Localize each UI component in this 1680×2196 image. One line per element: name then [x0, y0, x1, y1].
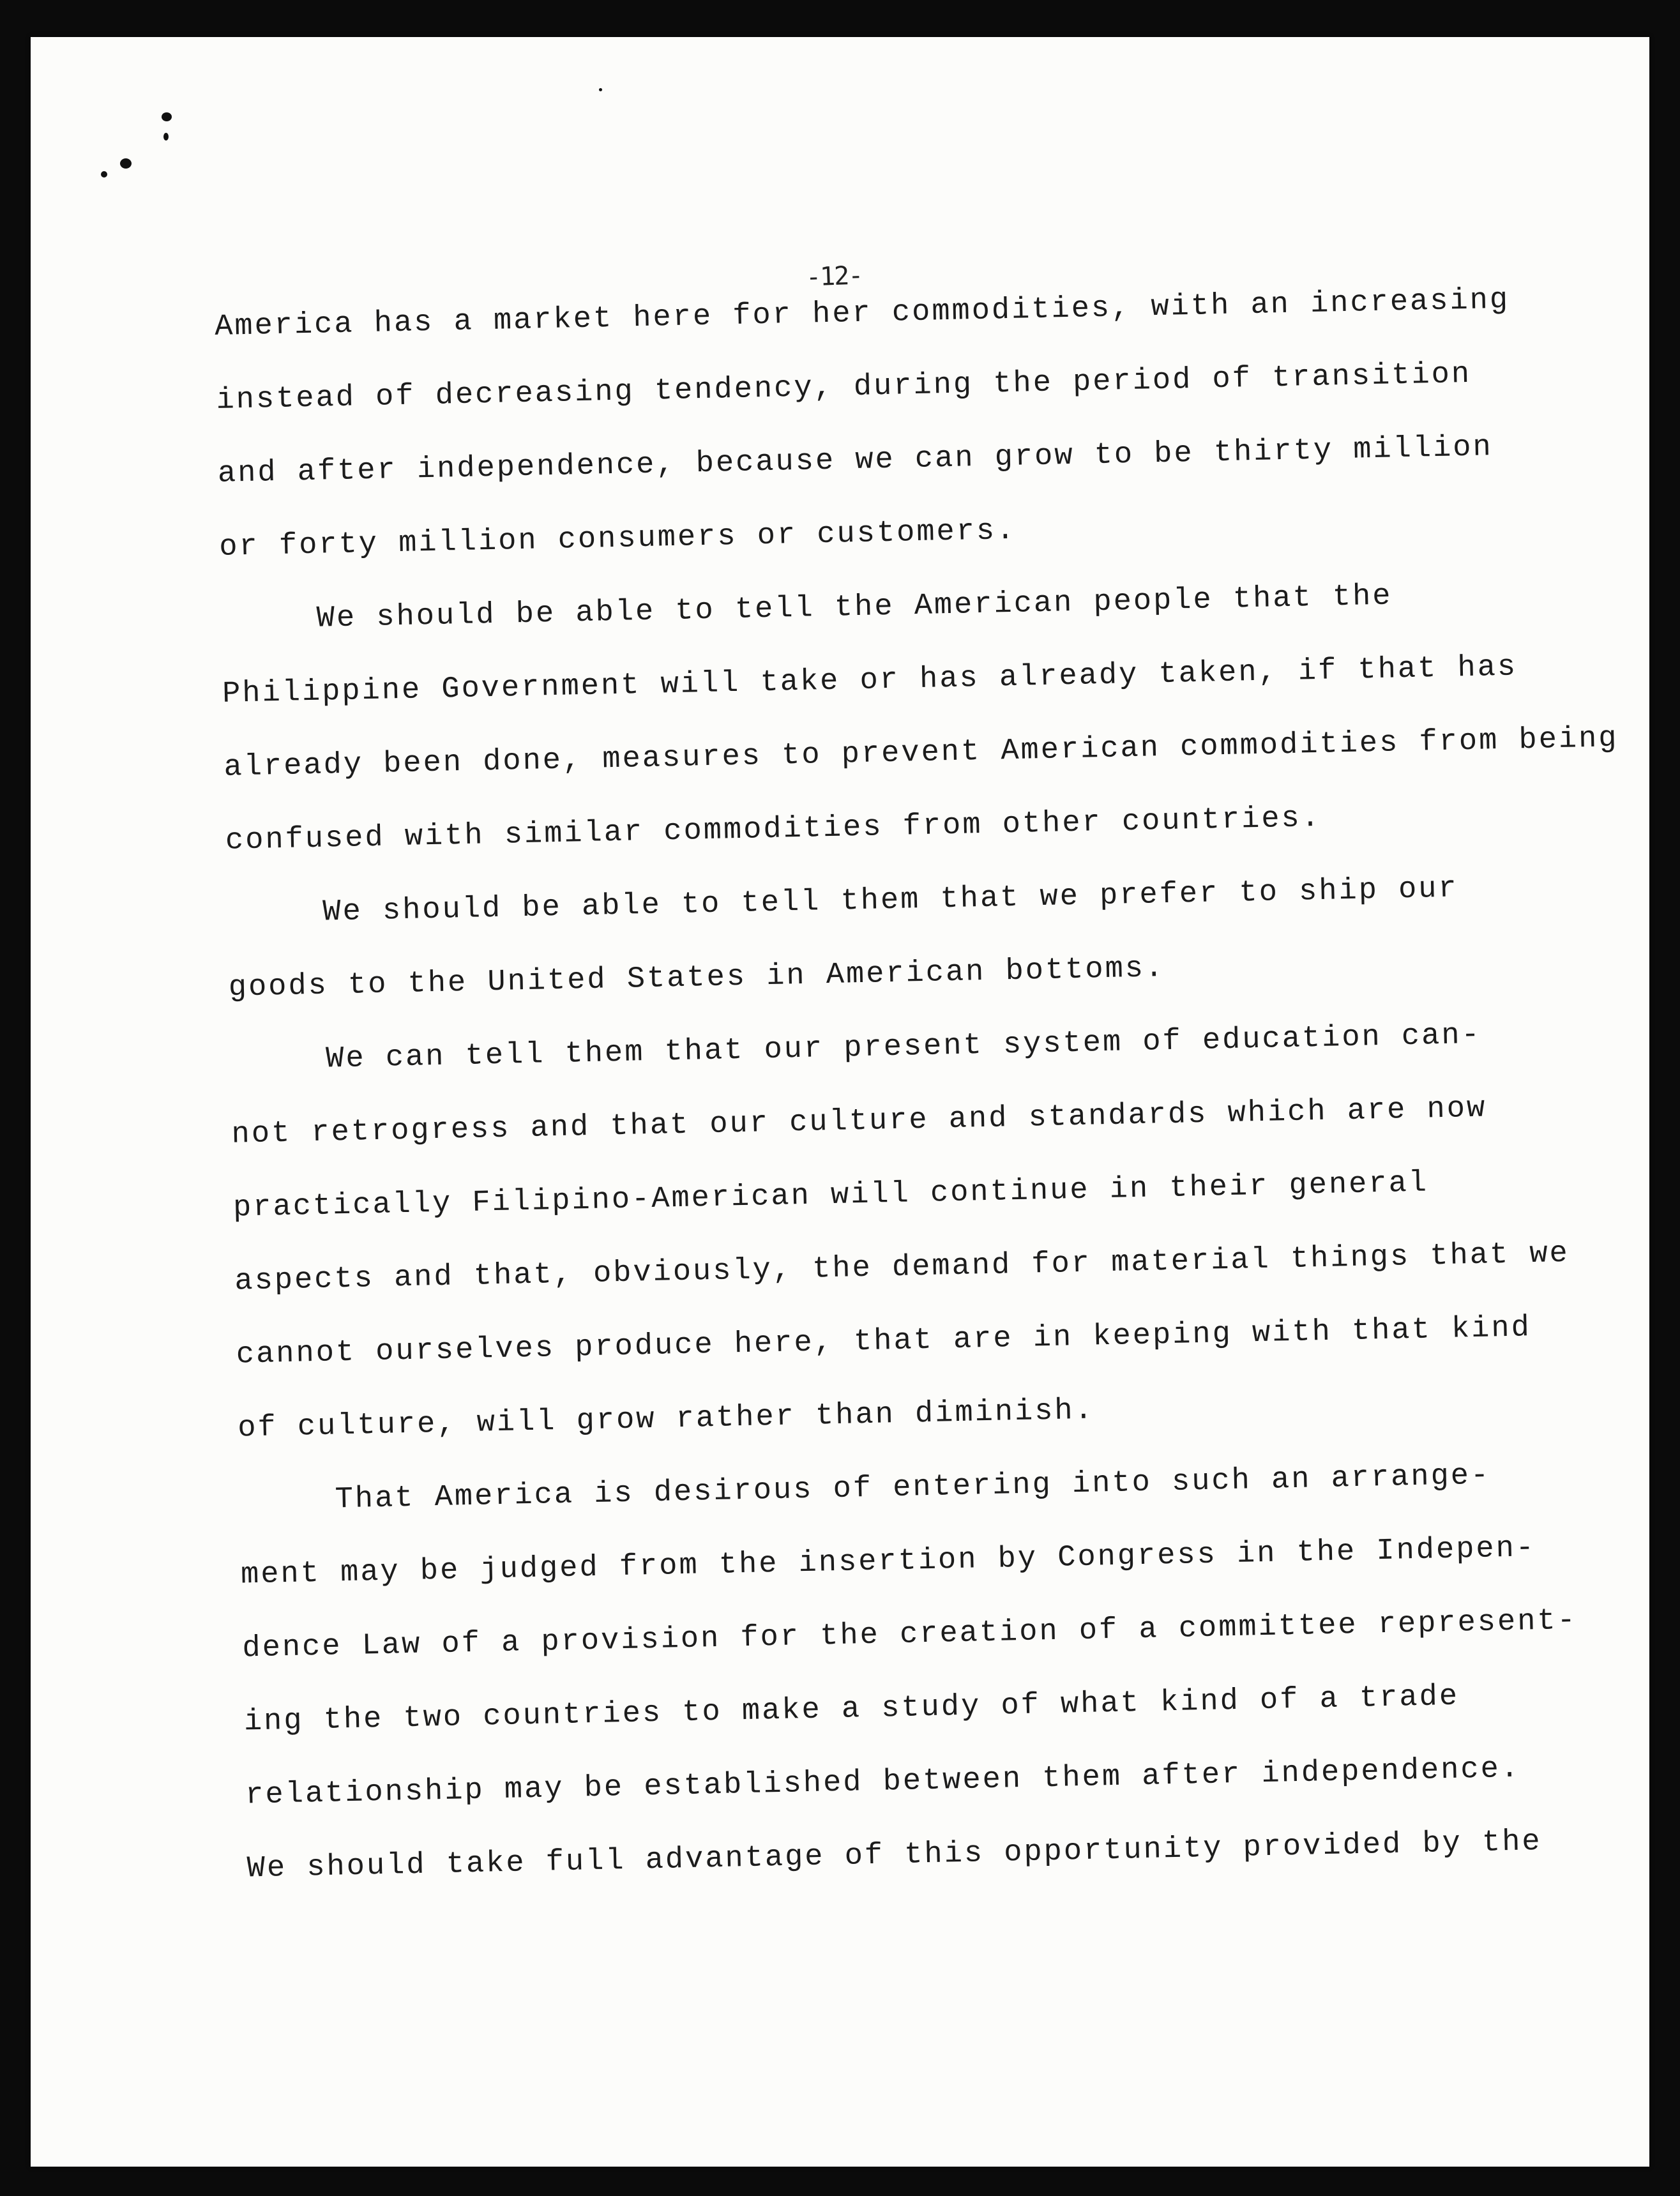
- text-line: Philippine Government will take or has already taken, if that has: [222, 650, 1518, 711]
- text-line: or forty million consumers or customers.: [218, 513, 1017, 564]
- text-line: America has a market here for her commodities, with an increasing: [214, 283, 1510, 344]
- text-line: We can tell them that our present system of education can-: [325, 1018, 1482, 1077]
- text-line: not retrogress and that our culture and standards which are now: [231, 1091, 1487, 1152]
- text-line: We should take full advantage of this opportunity provided by the: [246, 1824, 1543, 1886]
- text-line: confused with similar commodities from other countries.: [225, 801, 1322, 858]
- text-line: We should be able to tell the American people that the: [316, 579, 1393, 636]
- text-line: aspects and that, obviously, the demand for material things that we: [234, 1236, 1570, 1299]
- text-line: dence Law of a provision for the creation of a committee represent-: [242, 1603, 1578, 1666]
- text-line: ing the two countries to make a study of what kind of a trade: [243, 1679, 1460, 1739]
- ink-speck: [101, 171, 107, 178]
- ink-speck: [162, 112, 172, 121]
- ink-speck: [120, 158, 132, 169]
- text-line: practically Filipino-American will continue in their general: [232, 1166, 1429, 1225]
- page-number: -12-: [805, 261, 863, 292]
- text-line: and after independence, because we can grow to be thirty million: [217, 430, 1494, 491]
- text-line: That America is desirous of entering into such an arrange-: [335, 1458, 1491, 1517]
- text-line: relationship may be established between them after independence.: [245, 1752, 1521, 1813]
- text-line: instead of decreasing tendency, during the period of transition: [216, 357, 1472, 418]
- text-line: ment may be judged from the insertion by Congress in the Indepen-: [240, 1531, 1536, 1593]
- ink-speck: [599, 88, 602, 91]
- text-line: cannot ourselves produce here, that are in keeping with that kind: [236, 1311, 1532, 1372]
- text-line: We should be able to tell them that we prefer to ship our: [322, 872, 1459, 930]
- text-line: of culture, will grow rather than diminish.: [237, 1393, 1095, 1446]
- body-text: [214, 263, 1619, 1905]
- text-line: already been done, measures to prevent American commodities from being: [223, 722, 1619, 785]
- text-line: goods to the United States in American bottoms.: [228, 951, 1165, 1005]
- ink-speck: [163, 133, 169, 140]
